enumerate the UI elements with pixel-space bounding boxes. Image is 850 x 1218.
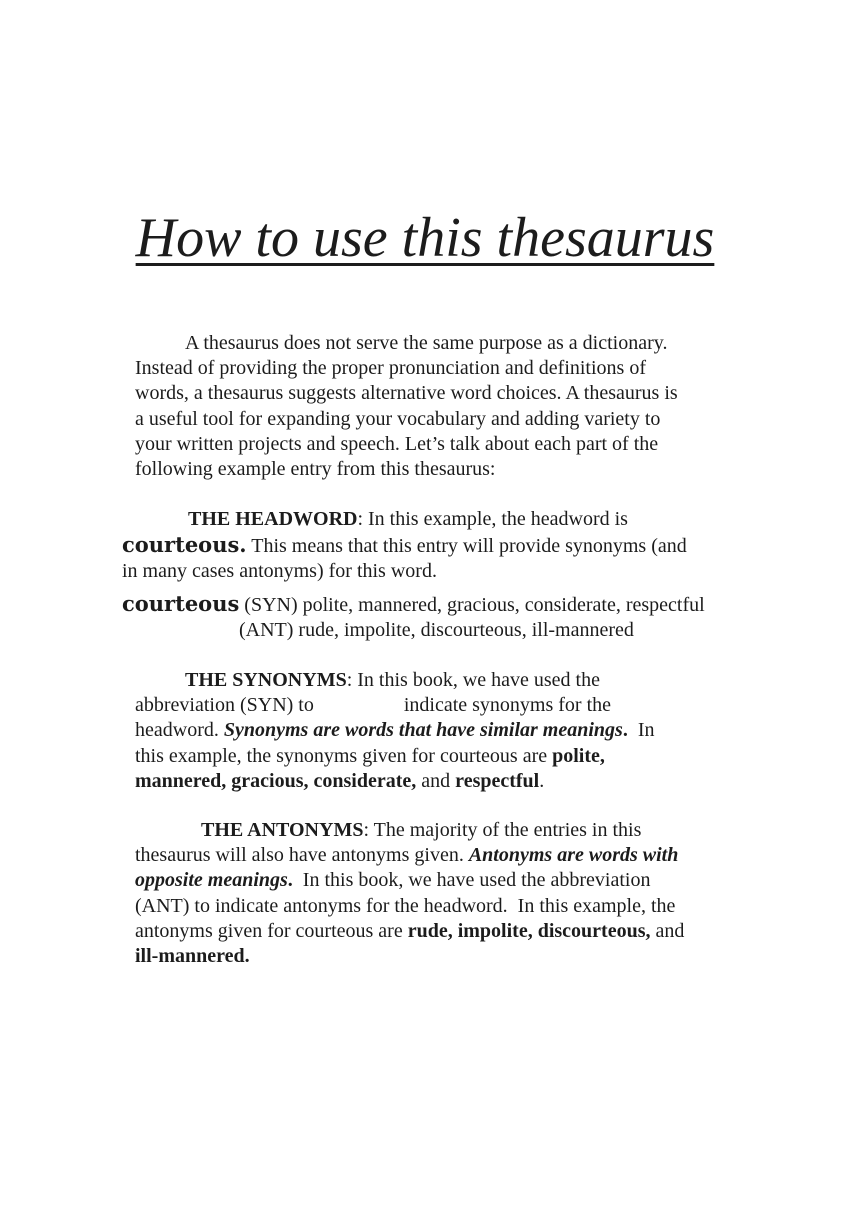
entry-synonyms: (SYN) polite, mannered, gracious, considerate, respectful [239, 594, 705, 616]
synonyms-label: THE SYNONYMS [185, 669, 347, 691]
headword-label: THE HEADWORD [188, 508, 358, 530]
intro-line: a useful tool for expanding your vocabulary and adding variety to [135, 407, 661, 430]
antonyms-label: THE ANTONYMS [201, 819, 364, 841]
intro-line: words, a thesaurus suggests alternative word choices. A thesaurus is [135, 382, 678, 405]
headword-example-word: courteous. [122, 532, 247, 558]
intro-line: Instead of providing the proper pronunciation and definitions of [135, 357, 646, 380]
entry-headword: courteous [122, 591, 240, 616]
example-entry [122, 591, 782, 643]
synonyms-paragraph: THE SYNONYMS: In this book, we have used the abbreviation (SYN) to indicate synonyms for the headword. Synonyms are words that have similar meanings. In this example, the synonyms given for courteous are polite, mannered, gracious, considerate, and respectful. [135, 669, 655, 792]
page-title-text: How to use this thesaurus [135, 207, 715, 269]
page-title [0, 206, 850, 270]
headword-paragraph: THE HEADWORD: In this example, the headword is courteous. This means that this entry will provide synonyms (and in many cases antonyms) for this word. [122, 508, 687, 583]
intro-paragraph [135, 331, 755, 482]
intro-line: your written projects and speech. Let’s talk about each part of the [135, 432, 659, 455]
antonyms-paragraph: THE ANTONYMS: The majority of the entries in this thesaurus will also have antonyms given. Antonyms are words with opposite meanings. In this book, we have used the abbreviation (ANT) to indicate antonyms for the headword. In this example, the antonyms given for courteous are rude, impolite, discourteous, and ill-mannered. [135, 819, 685, 968]
intro-line: following example entry from this thesaurus: [135, 458, 496, 481]
intro-line: A thesaurus does not serve the same purpose as a dictionary. [185, 332, 668, 354]
entry-antonyms: (ANT) rude, impolite, discourteous, ill-mannered [239, 619, 634, 642]
